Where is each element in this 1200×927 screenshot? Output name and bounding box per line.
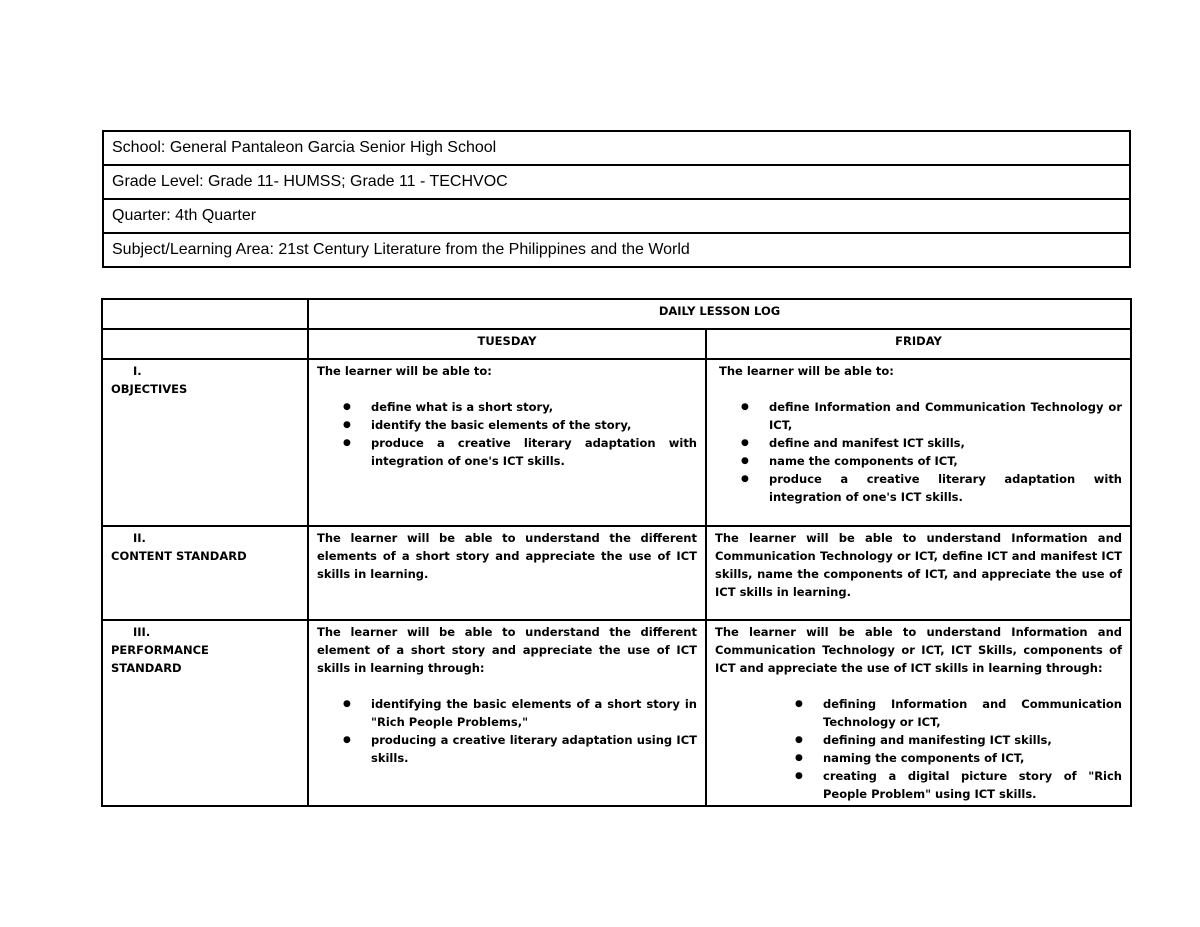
section-number: I. <box>133 364 142 378</box>
list-item: ● define Information and Communication Technology or ICT, <box>769 398 1122 434</box>
daily-lesson-log-table <box>101 298 1132 807</box>
content-standard-tuesday: The learner will be able to understand the different elements of a short story and appreciate the use of ICT skills in learning. <box>308 526 706 620</box>
objectives-friday <box>706 359 1131 526</box>
day-header-tuesday: TUESDAY <box>308 329 706 359</box>
list-item: ● naming the components of ICT, <box>823 749 1122 767</box>
performance-standard-tuesday <box>308 620 706 806</box>
performance-intro: The learner will be able to understand the different element of a short story and appreciate the use of ICT skills in learning through: <box>317 625 697 675</box>
day-header-friday: FRIDAY <box>706 329 1131 359</box>
section-label: CONTENT STANDARD <box>111 549 247 563</box>
school-info-table <box>102 130 1131 268</box>
objectives-list <box>317 398 697 470</box>
list-item: ● identifying the basic elements of a short story in "Rich People Problems," <box>371 695 697 731</box>
performance-list <box>317 695 697 767</box>
list-item: ● defining and manifesting ICT skills, <box>823 731 1122 749</box>
section-label: PERFORMANCE STANDARD <box>111 643 209 675</box>
list-item: ● produce a creative literary adaptation with integration of one's ICT skills. <box>371 434 697 470</box>
list-item: ● produce a creative literary adaptation with integration of one's ICT skills. <box>769 470 1122 506</box>
school-name: School: General Pantaleon Garcia Senior High School <box>103 131 1130 165</box>
section-number: II. <box>133 531 146 545</box>
objectives-intro: The learner will be able to: <box>317 364 492 378</box>
log-title: DAILY LESSON LOG <box>308 299 1131 329</box>
performance-standard-friday <box>706 620 1131 806</box>
performance-intro: The learner will be able to understand Information and Communication Technology or ICT, ICT Skills, components of ICT and appreciate the use of ICT skills in learning through: <box>715 625 1122 675</box>
empty-cell <box>102 299 308 329</box>
list-item: ● define what is a short story, <box>371 398 697 416</box>
list-item: ● define and manifest ICT skills, <box>769 434 1122 452</box>
quarter: Quarter: 4th Quarter <box>103 199 1130 233</box>
list-item: ● identify the basic elements of the story, <box>371 416 697 434</box>
list-item: ● producing a creative literary adaptation using ICT skills. <box>371 731 697 767</box>
objectives-list <box>715 398 1122 506</box>
section-label: OBJECTIVES <box>111 382 188 396</box>
section-label-objectives <box>102 359 308 526</box>
empty-cell <box>102 329 308 359</box>
list-item: ● creating a digital picture story of "Rich People Problem" using ICT skills. <box>823 767 1122 803</box>
list-item: ● name the components of ICT, <box>769 452 1122 470</box>
section-label-content-standard <box>102 526 308 620</box>
objectives-tuesday <box>308 359 706 526</box>
content-standard-friday: The learner will be able to understand Information and Communication Technology or ICT, define ICT and manifest ICT skills, name the components of ICT, and appreciate the use of ICT skills in learning. <box>706 526 1131 620</box>
section-label-performance-standard <box>102 620 308 806</box>
performance-list <box>715 695 1122 803</box>
objectives-intro: The learner will be able to: <box>719 364 894 378</box>
subject-area: Subject/Learning Area: 21st Century Literature from the Philippines and the World <box>103 233 1130 267</box>
list-item: ● defining Information and Communication Technology or ICT, <box>823 695 1122 731</box>
grade-level: Grade Level: Grade 11- HUMSS; Grade 11 - TECHVOC <box>103 165 1130 199</box>
section-number: III. <box>133 625 151 639</box>
